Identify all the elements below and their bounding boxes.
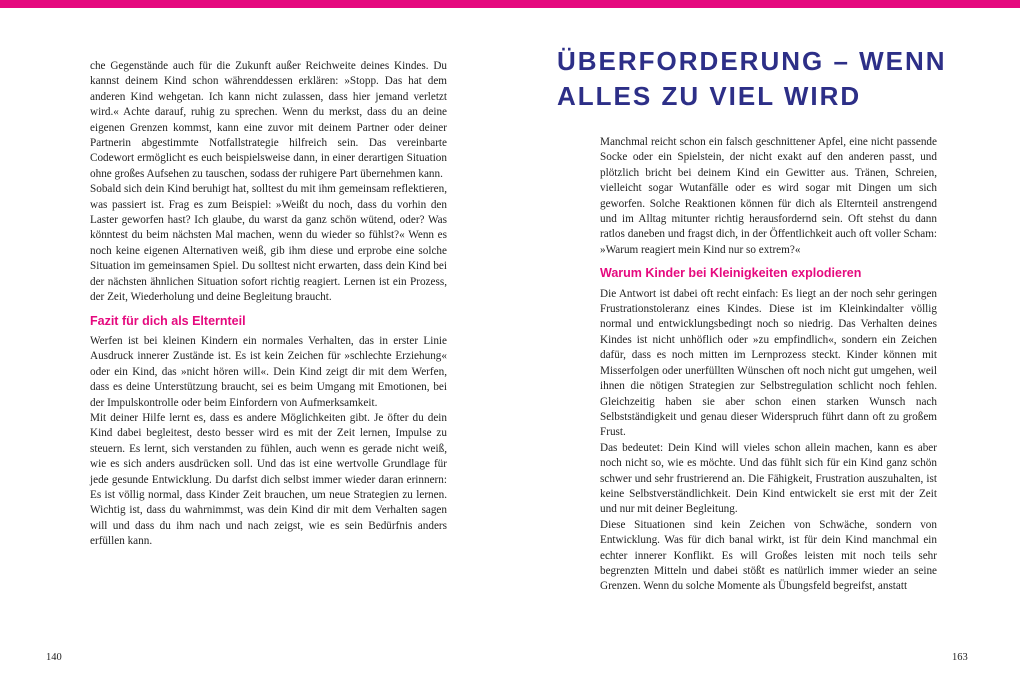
paragraph: Mit deiner Hilfe lernt es, dass es andere Möglichkeiten gibt. Je öfter du dein Kind dabei begleitest, desto besser wird es mit der Zeit lernen, Impulse zu steuern. Es lernt, sich verstanden zu fühlen, auch wenn es gerade nicht weiß, wie es sich anders ausdrücken soll. Und das ist eine wertvolle Grundlage für jede gesunde Entwicklung. Du darfst dich selbst immer wieder daran erinnern: Es ist völlig normal, dass Kinder Zeit brauchen, um neue Strategien zu lernen. Wichtig ist, dass du wahrnimmst, was dein Kind dir mit dem Verhalten sagen will und dass du ihm nach und nach zeigst, wie es sein Bedürfnis anders erfüllen kann. (90, 411, 447, 548)
chapter-title-line-1: ÜBERFORDERUNG – WENN (557, 46, 947, 76)
top-edge-band (0, 0, 1020, 8)
right-section-heading: Warum Kinder bei Kleinigkeiten explodieren (600, 266, 862, 281)
paragraph: Die Antwort ist dabei oft recht einfach: Es liegt an der noch sehr geringen Frustrationstoleranz eines Kindes. Diese ist im Kleinkindalter völlig normal und entwicklungsbedingt noch so niedrig. Das Verhalten deines Kindes ist nicht unhöflich oder »zu empfindlich«, sondern ein Zeichen dafür, dass es noch mitten im Lernprozess steckt. Kinder können mit Misserfolgen oder unerfüllten Wünschen oft noch nicht gut umgehen, weil ihnen die nötigen Strategien zur Selbstregulation schlicht noch fehlen. Gleichzeitig haben sie aber schon einen starken Wunsch nach Selbstständigkeit und genau dieser Widerspruch führt dann oft zu großem Frust. (600, 287, 937, 439)
paragraph: Manchmal reicht schon ein falsch geschnittener Apfel, eine nicht passende Socke oder ein Spielstein, der nicht exakt auf den anderen passt, und plötzlich bricht bei deinem Kind ein Gewitter aus. Tränen, Schreien, vielleicht sogar Wutanfälle oder es wird sogar mit Dingen um sich geworfen. Solche Reaktionen können für dich als Elternteil anstrengend und im Alltag mitunter richtig herausfordernd sein. Oft stehst du dann ratlos daneben und fragst dich, in der Öffentlichkeit auch oft voller Scham: »Warum reagiert mein Kind nur so extrem?« (600, 136, 937, 256)
left-section-heading: Fazit für dich als Elternteil (90, 313, 246, 328)
paragraph: Diese Situationen sind kein Zeichen von Schwäche, sondern von Entwicklung. Was für dich banal wirkt, ist für dein Kind manchmal ein echter innerer Konflikt. Es will Großes leisten mit noch teils sehr begrenzten Mitteln und dabei stößt es natürlich immer wieder an seine Grenzen. Wenn du solche Momente als Übungsfeld begreifst, anstatt (600, 518, 937, 593)
paragraph: Werfen ist bei kleinen Kindern ein normales Verhalten, das in erster Linie Ausdruck innerer Zustände ist. Es ist kein Zeichen für »schlechte Erziehung« oder ein Kind, das »nicht hören will«. Dein Kind zeigt dir mit dem Werfen, dass es deine Unterstützung braucht, sei es beim Umgang mit Emotionen, bei der Impulskontrolle oder beim Einfordern von Aufmerksamkeit. (90, 334, 447, 409)
chapter-title (557, 44, 947, 114)
right-page-number: 163 (952, 652, 968, 663)
paragraph: Sobald sich dein Kind beruhigt hat, solltest du mit ihm gemeinsam reflektieren, was passiert ist. Frag es zum Beispiel: »Weißt du noch, dass du vorhin den Laster geworfen hast? Ich glaube, du warst da ganz schön wütend, oder? Was könntest du beim nächsten Mal machen, wenn du wieder so fühlst?« Wenn es noch keine eigenen Alternativen weiß, gib ihm diese und erprobe eine solche Situation im gemeinsamen Spiel. Du solltest nicht erwarten, dass dein Kind bei der nächsten ähnlichen Situation sofort richtig reagiert. Lernen ist ein Prozess, der Zeit, Wiederholung und deine Begleitung braucht. (90, 183, 447, 304)
right-page-text-block (600, 135, 937, 595)
left-page-text-block (90, 59, 447, 550)
paragraph: Das bedeutet: Dein Kind will vieles schon allein machen, kann es aber noch nicht so, wie es möchte. Und das fühlt sich für ein Kind ganz schön schwer und sehr frustrierend an. Die Fähigkeit, Frustration auszuhalten, ist keine Selbstverständlichkeit. Dein Kind entwickelt sie erst mit der Zeit und nur mit deiner Begleitung. (600, 441, 937, 516)
paragraph: che Gegenstände auch für die Zukunft außer Reichweite deines Kindes. Du kannst deinem Kind schon währenddessen erklären: »Stopp. Das hat dem anderen Kind wehgetan. Ich kann nicht zulassen, dass hier jemand verletzt wird.« Achte darauf, ruhig zu sprechen. Wenn du merkst, dass du an deine eigenen Grenzen kommst, kann eine zuvor mit deinem Partner oder deiner Partnerin abgestimmte Notfallstrategie hilfreich sein. Das vereinbarte Codewort ermöglicht es euch beispielsweise dann, in einer derartigen Situation ohne großes Aufsehen zu tauschen, sodass der ruhigere Part übernehmen kann. (90, 60, 447, 180)
left-page-number: 140 (46, 652, 62, 663)
chapter-title-line-2: ALLES ZU VIEL WIRD (557, 81, 862, 111)
